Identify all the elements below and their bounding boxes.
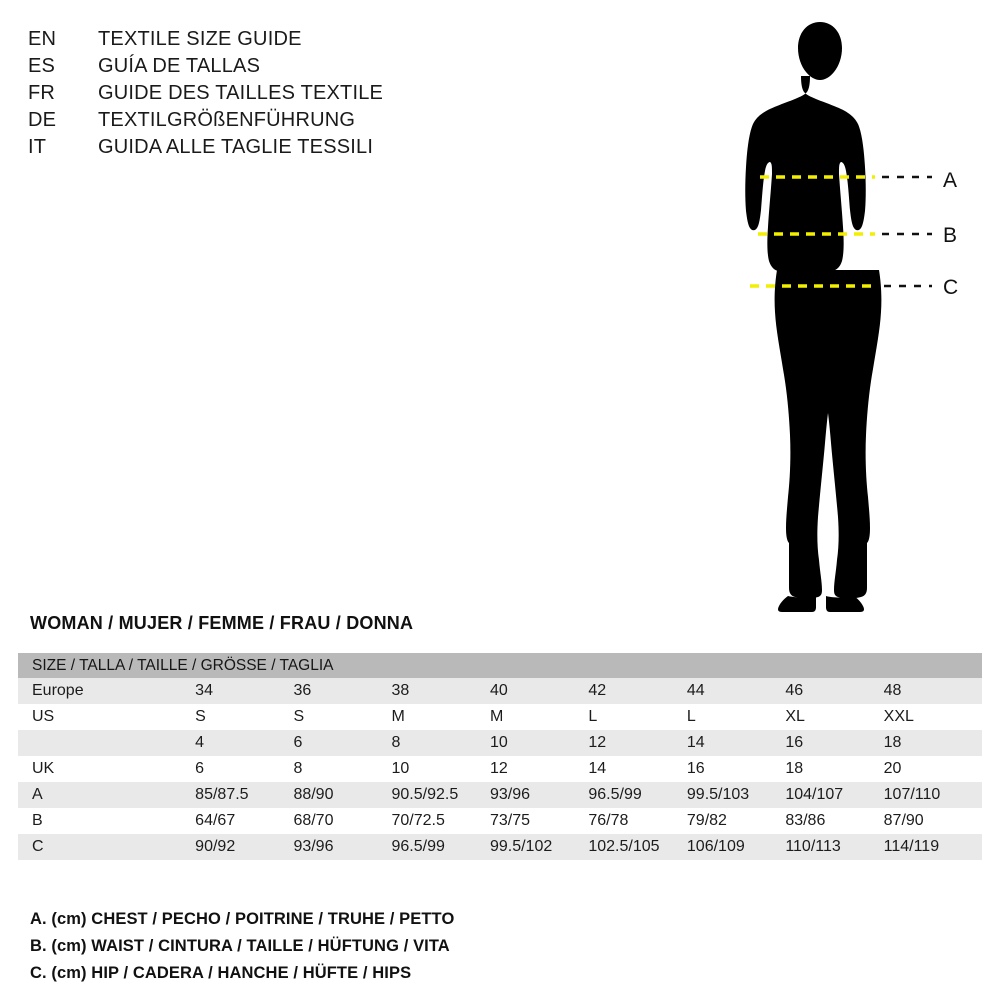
language-title: TEXTILGRÖßENFÜHRUNG — [98, 109, 356, 131]
row-value: 88/90 — [293, 782, 391, 808]
row-value: 96.5/99 — [588, 782, 687, 808]
row-value: S — [293, 704, 391, 730]
language-row — [28, 80, 548, 107]
row-label: B — [18, 808, 195, 834]
row-value: M — [490, 704, 588, 730]
row-value: 16 — [687, 756, 785, 782]
language-title: GUIDA ALLE TAGLIE TESSILI — [98, 136, 374, 158]
language-title: GUIDE DES TAILLES TEXTILE — [98, 82, 384, 104]
row-value: 14 — [687, 730, 785, 756]
language-code: EN — [28, 28, 57, 50]
table-row — [18, 756, 982, 782]
row-value: 99.5/102 — [490, 834, 588, 860]
row-value: 18 — [785, 756, 883, 782]
legend-item-waist: B. (cm) WAIST / CINTURA / TAILLE / HÜFTUNG / VITA — [30, 937, 450, 955]
row-label: Europe — [18, 678, 195, 704]
row-label: A — [18, 782, 195, 808]
row-value: L — [687, 704, 785, 730]
table-header-row — [18, 653, 982, 678]
row-value: 34 — [195, 678, 293, 704]
language-code: DE — [28, 109, 57, 131]
row-value: 12 — [490, 756, 588, 782]
marker-label-b: B — [943, 224, 958, 247]
row-value: 48 — [884, 678, 982, 704]
row-value: 8 — [293, 756, 391, 782]
row-value: 85/87.5 — [195, 782, 293, 808]
row-value: 68/70 — [293, 808, 391, 834]
row-value: 110/113 — [785, 834, 883, 860]
row-value: 16 — [785, 730, 883, 756]
row-value: 8 — [391, 730, 489, 756]
row-value: 83/86 — [785, 808, 883, 834]
language-title: GUÍA DE TALLAS — [98, 55, 261, 77]
row-value: 42 — [588, 678, 687, 704]
row-value: M — [391, 704, 489, 730]
row-value: 70/72.5 — [391, 808, 489, 834]
row-value: 93/96 — [490, 782, 588, 808]
row-value: 64/67 — [195, 808, 293, 834]
language-title-block — [28, 26, 548, 161]
row-value: 6 — [195, 756, 293, 782]
row-value: 90/92 — [195, 834, 293, 860]
row-value: 36 — [293, 678, 391, 704]
row-value: 14 — [588, 756, 687, 782]
row-value: 90.5/92.5 — [391, 782, 489, 808]
marker-label-c: C — [943, 276, 959, 299]
language-row — [28, 134, 548, 161]
row-value: 73/75 — [490, 808, 588, 834]
row-label: US — [18, 704, 195, 730]
language-row — [28, 26, 548, 53]
row-value: 96.5/99 — [391, 834, 489, 860]
table-row — [18, 834, 982, 860]
row-value: XL — [785, 704, 883, 730]
female-silhouette-icon — [700, 10, 990, 630]
table-header-label: SIZE / TALLA / TAILLE / GRÖSSE / TAGLIA — [18, 653, 982, 678]
measurement-legend — [30, 906, 454, 987]
language-code: FR — [28, 82, 56, 104]
row-value: 93/96 — [293, 834, 391, 860]
table-row — [18, 808, 982, 834]
table-row — [18, 782, 982, 808]
row-value: 40 — [490, 678, 588, 704]
row-value: 87/90 — [884, 808, 982, 834]
row-value: 46 — [785, 678, 883, 704]
size-table — [18, 653, 982, 860]
row-value: 20 — [884, 756, 982, 782]
row-value: 102.5/105 — [588, 834, 687, 860]
row-value: 99.5/103 — [687, 782, 785, 808]
row-value: 12 — [588, 730, 687, 756]
row-value: 106/109 — [687, 834, 785, 860]
table-row — [18, 730, 982, 756]
row-value: 4 — [195, 730, 293, 756]
section-heading-woman: WOMAN / MUJER / FEMME / FRAU / DONNA — [30, 613, 414, 633]
marker-label-a: A — [943, 169, 958, 192]
legend-item-hip: C. (cm) HIP / CADERA / HANCHE / HÜFTE / HIPS — [30, 964, 412, 982]
row-label: C — [18, 834, 195, 860]
table-row — [18, 678, 982, 704]
body-measurement-figure — [700, 10, 990, 630]
row-label — [18, 730, 195, 756]
language-row — [28, 53, 548, 80]
table-row — [18, 704, 982, 730]
row-value: 114/119 — [884, 834, 982, 860]
row-label: UK — [18, 756, 195, 782]
legend-item-chest: A. (cm) CHEST / PECHO / POITRINE / TRUHE / PETTO — [30, 910, 455, 928]
row-value: 44 — [687, 678, 785, 704]
language-title: TEXTILE SIZE GUIDE — [98, 28, 302, 50]
language-code: ES — [28, 55, 56, 77]
row-value: 76/78 — [588, 808, 687, 834]
row-value: 10 — [391, 756, 489, 782]
row-value: XXL — [884, 704, 982, 730]
row-value: L — [588, 704, 687, 730]
row-value: 104/107 — [785, 782, 883, 808]
row-value: 107/110 — [884, 782, 982, 808]
language-row — [28, 107, 548, 134]
row-value: S — [195, 704, 293, 730]
language-code: IT — [28, 136, 47, 158]
row-value: 18 — [884, 730, 982, 756]
row-value: 79/82 — [687, 808, 785, 834]
row-value: 38 — [391, 678, 489, 704]
row-value: 6 — [293, 730, 391, 756]
row-value: 10 — [490, 730, 588, 756]
